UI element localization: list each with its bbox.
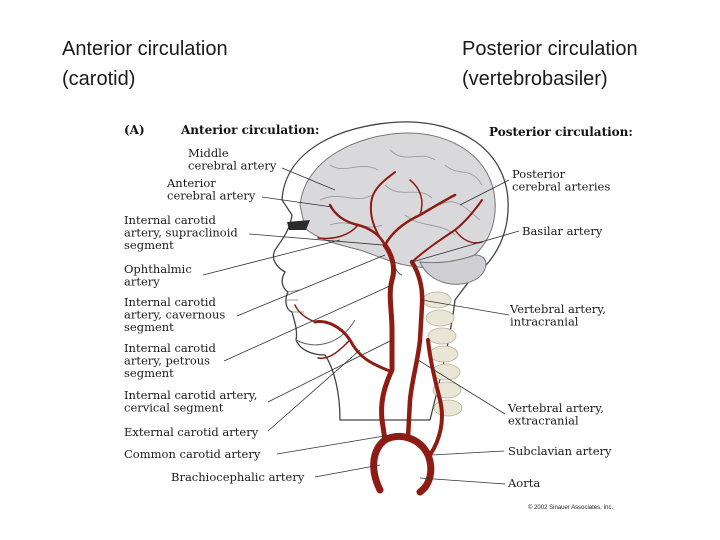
anterior-circulation-title: Anterior circulation: [181, 123, 320, 137]
anterior-artery-labels [124, 146, 305, 484]
posterior-artery-label-3: Vertebral artery, extracranial [508, 401, 604, 428]
anterior-artery-label-8: Common carotid artery [124, 447, 261, 461]
anterior-artery-label-1: Anterior cerebral artery [167, 176, 256, 203]
posterior-artery-label-5: Aorta [508, 476, 541, 490]
anterior-artery-label-2: Internal carotid artery, supraclinoid segment [124, 213, 238, 252]
posterior-artery-labels [507, 167, 612, 490]
anterior-artery-label-7: External carotid artery [124, 425, 259, 439]
posterior-artery-label-4: Subclavian artery [508, 444, 612, 458]
anterior-artery-label-6: Internal carotid artery, cervical segment [124, 388, 258, 415]
posterior-artery-label-0: Posterior cerebral arteries [512, 167, 611, 194]
anterior-circulation-heading: Anterior circulation (carotid) [62, 38, 228, 90]
copyright-notice: © 2002 Sinauer Associates, Inc. [528, 505, 614, 511]
anterior-artery-label-0: Middle cerebral artery [188, 146, 277, 173]
posterior-artery-label-2: Vertebral artery, intracranial [510, 302, 606, 329]
anterior-artery-label-5: Internal carotid artery, petrous segment [124, 341, 216, 380]
anterior-artery-label-9: Brachiocephalic artery [171, 470, 305, 484]
posterior-circulation-title: Posterior circulation: [489, 125, 633, 139]
posterior-artery-label-1: Basilar artery [522, 224, 603, 238]
anterior-artery-label-4: Internal carotid artery, cavernous segment [124, 295, 226, 334]
anterior-artery-label-3: Ophthalmic artery [124, 262, 192, 289]
panel-label: (A) [124, 123, 145, 137]
posterior-circulation-heading: Posterior circulation (vertebrobasiler) [462, 38, 638, 90]
